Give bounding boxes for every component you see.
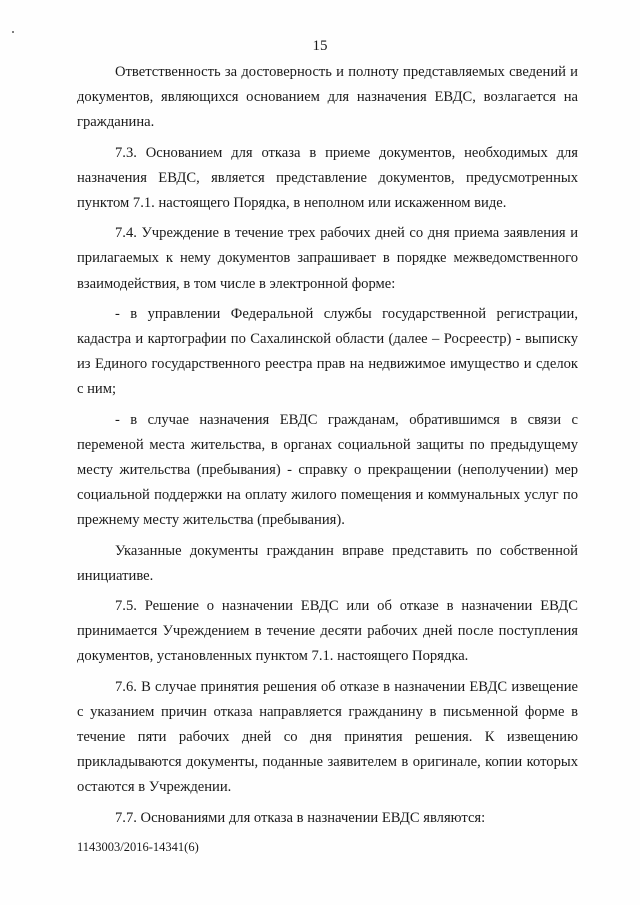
- paragraph-relocation-item: - в случае назначения ЕВДС гражданам, обратившимся в связи с переменой места жительства, в органах социальной защиты по предыдущему месту жительства (пребывания) - справку о прекращении (неполучении) мер социальной поддержки на оплату жилого помещения и коммунальных услуг по прежнему месту жительства (пребывания).: [77, 411, 578, 529]
- paragraph-7-4: 7.4. Учреждение в течение трех рабочих дней со дня приема заявления и прилагаемых к нему документов запрашивает в порядке межведомственного взаимодействия, в том числе в электронной форме:: [77, 225, 578, 292]
- paragraph-own-initiative: Указанные документы гражданин вправе представить по собственной инициативе.: [77, 542, 578, 584]
- document-footer-code: 1143003/2016-14341(6): [77, 840, 199, 854]
- paragraph-7-6: 7.6. В случае принятия решения об отказе в назначении ЕВДС извещение с указанием причин отказа направляется гражданину в письменной форме в течение пяти рабочих дней со дня принятия решения. К извещению прикладываются документы, поданные заявителем в оригинале, копии которых остаются в Учреждении.: [77, 678, 578, 796]
- document-body: [77, 60, 578, 836]
- paragraph-responsibility: Ответственность за достоверность и полноту представляемых сведений и документов, являющихся основанием для назначения ЕВДС, возлагается на гражданина.: [77, 64, 578, 131]
- page-number: 15: [312, 38, 328, 54]
- paragraph-7-7: 7.7. Основаниями для отказа в назначении ЕВДС являются:: [115, 809, 486, 826]
- paragraph-rosreestr-item: - в управлении Федеральной службы государственной регистрации, кадастра и картографии по Сахалинской области (далее – Росреестр) - выписку из Единого государственного реестра прав на недвижимое имущество и сделок с ним;: [77, 305, 578, 398]
- scan-speck: [12, 31, 14, 33]
- paragraph-7-5: 7.5. Решение о назначении ЕВДС или об отказе в назначении ЕВДС принимается Учреждением в течение десяти рабочих дней после поступления документов, установленных пунктом 7.1. настоящего Порядка.: [77, 598, 578, 665]
- paragraph-7-3: 7.3. Основанием для отказа в приеме документов, необходимых для назначения ЕВДС, является представление документов, предусмотренных пунктом 7.1. настоящего Порядка, в неполном или искаженном виде.: [77, 144, 578, 212]
